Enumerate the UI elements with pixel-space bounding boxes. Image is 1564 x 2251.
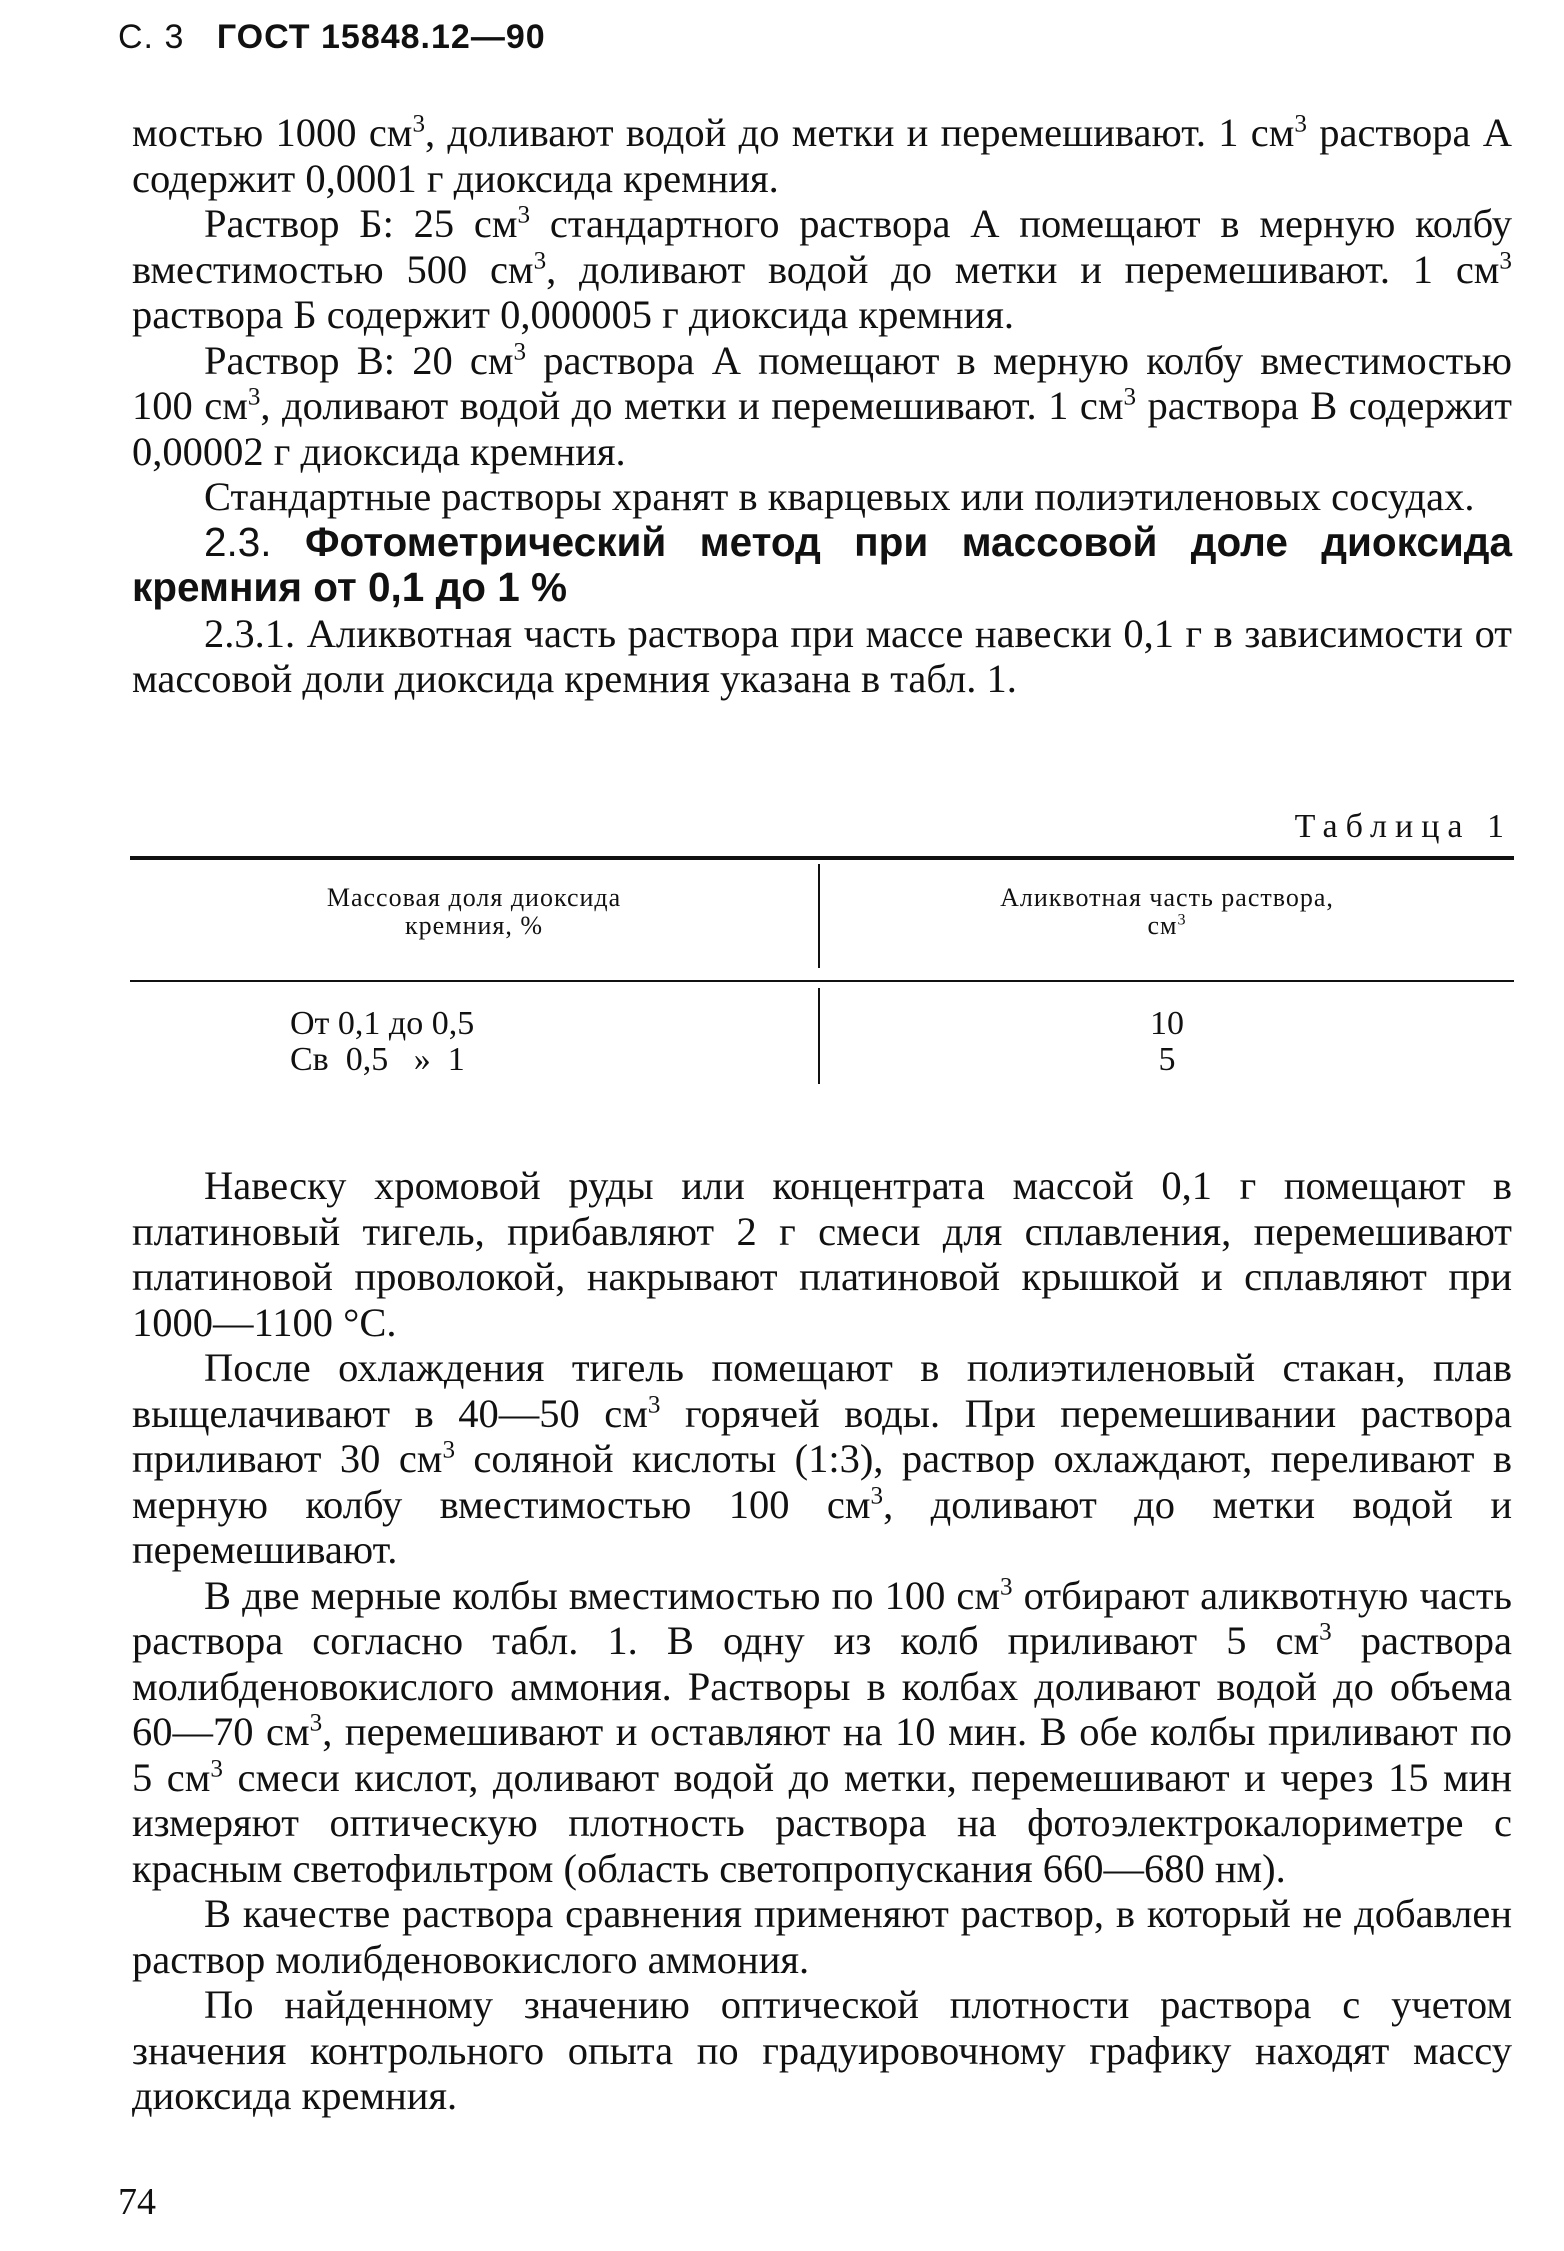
paragraph: После охлаждения тигель помещают в полиэтиленовый стакан, плав выщелачивают в 40—50 $см^3$ горячей воды. При перемешивании раствора приливают 30 $см^3$ соляной кислоты (1:3), раствор охлаждают, переливают в мерную колбу вместимостью 100 $см^3$, доливают до метки водой и перемешивают.	[132, 1345, 1513, 1572]
table-cell: Св 0,5 » 1	[290, 1041, 465, 1078]
text-block-top	[132, 110, 1512, 702]
paragraph: В две мерные колбы вместимостью по 100 $см^3$ отбирают аликвотную часть раствора согласно табл. 1. В одну из колб приливают 5 $см^3$ раствора молибденовокислого аммония. Растворы в колбах доливают водой до объема 60—70 $см^3$, перемешивают и оставляют на 10 мин. В обе колбы приливают по 5 $см^3$ смеси кислот, доливают водой до метки, перемешивают и через 15 мин измеряют оптическую плотность раствора на фотоэлектрокалориметре с красным светофильтром (область светопропускания 660—680 нм).	[132, 1572, 1513, 1891]
section-title: Фотометрический метод при массовой доле диоксида кремния от 0,1 до 1 %	[132, 518, 1512, 610]
paragraph: мостью 1000 $см^3$, доливают водой до метки и перемешивают. 1 $см^3$ раствора А содержит 0,0001 г диоксида кремния.	[132, 110, 1512, 201]
table-header-aliquot: Аликвотная часть раствора, $см^3$	[1000, 883, 1334, 940]
section-heading	[132, 520, 1512, 611]
table-header-mass-fraction: Массовая доля диоксида кремния, %	[326, 883, 622, 940]
table-cell: 5	[1158, 1041, 1176, 1078]
paragraph: По найденному значению оптической плотности раствора с учетом значения контрольного опыта по градуировочному графику находят массу диоксида кремния.	[132, 1982, 1512, 2118]
paragraph: В качестве раствора сравнения применяют раствор, в который не добавлен раствор молибденовокислого аммония.	[132, 1891, 1512, 1982]
text-block-bottom	[132, 1163, 1512, 2119]
paragraph: Раствор В: 20 $см^3$ раствора А помещают в мерную колбу вместимостью 100 $см^3$, доливают водой до метки и перемешивают. 1 $см^3$ раствора В содержит 0,00002 г диоксида кремния.	[132, 337, 1512, 474]
page-label: С. 3	[118, 18, 185, 56]
table-cell: 10	[1150, 1005, 1184, 1042]
paragraph: Стандартные растворы хранят в кварцевых или полиэтиленовых сосудах.	[204, 474, 1475, 519]
table-column-ranges	[290, 1006, 790, 1078]
section-number: 2.3.	[204, 518, 272, 565]
table-cell: От 0,1 до 0,5	[290, 1005, 475, 1042]
page-header	[118, 18, 546, 57]
page-number: 74	[118, 2181, 156, 2223]
table-caption: Таблица 1	[1294, 808, 1512, 845]
paragraph: Навеску хромовой руды или концентрата массой 0,1 г помещают в платиновый тигель, прибавляют 2 г смеси для сплавления, перемешивают платиновой проволокой, накрывают платиновой крышкой и сплавляют при 1000—1100 °С.	[132, 1163, 1512, 1345]
table-top-rule	[130, 856, 1514, 860]
standard-title: ГОСТ 15848.12—90	[216, 18, 546, 56]
data-table	[130, 856, 1514, 1086]
table-header-rule	[130, 980, 1514, 982]
paragraph: 2.3.1. Аликвотная часть раствора при массе навески 0,1 г в зависимости от массовой доли диоксида кремния указана в табл. 1.	[132, 610, 1512, 701]
paragraph: Раствор Б: 25 $см^3$ стандартного раствора А помещают в мерную колбу вместимостью 500 $см^3$, доливают водой до метки и перемешивают. 1 $см^3$ раствора Б содержит 0,000005 г диоксида кремния.	[132, 201, 1512, 337]
table-column-values	[820, 1006, 1514, 1078]
